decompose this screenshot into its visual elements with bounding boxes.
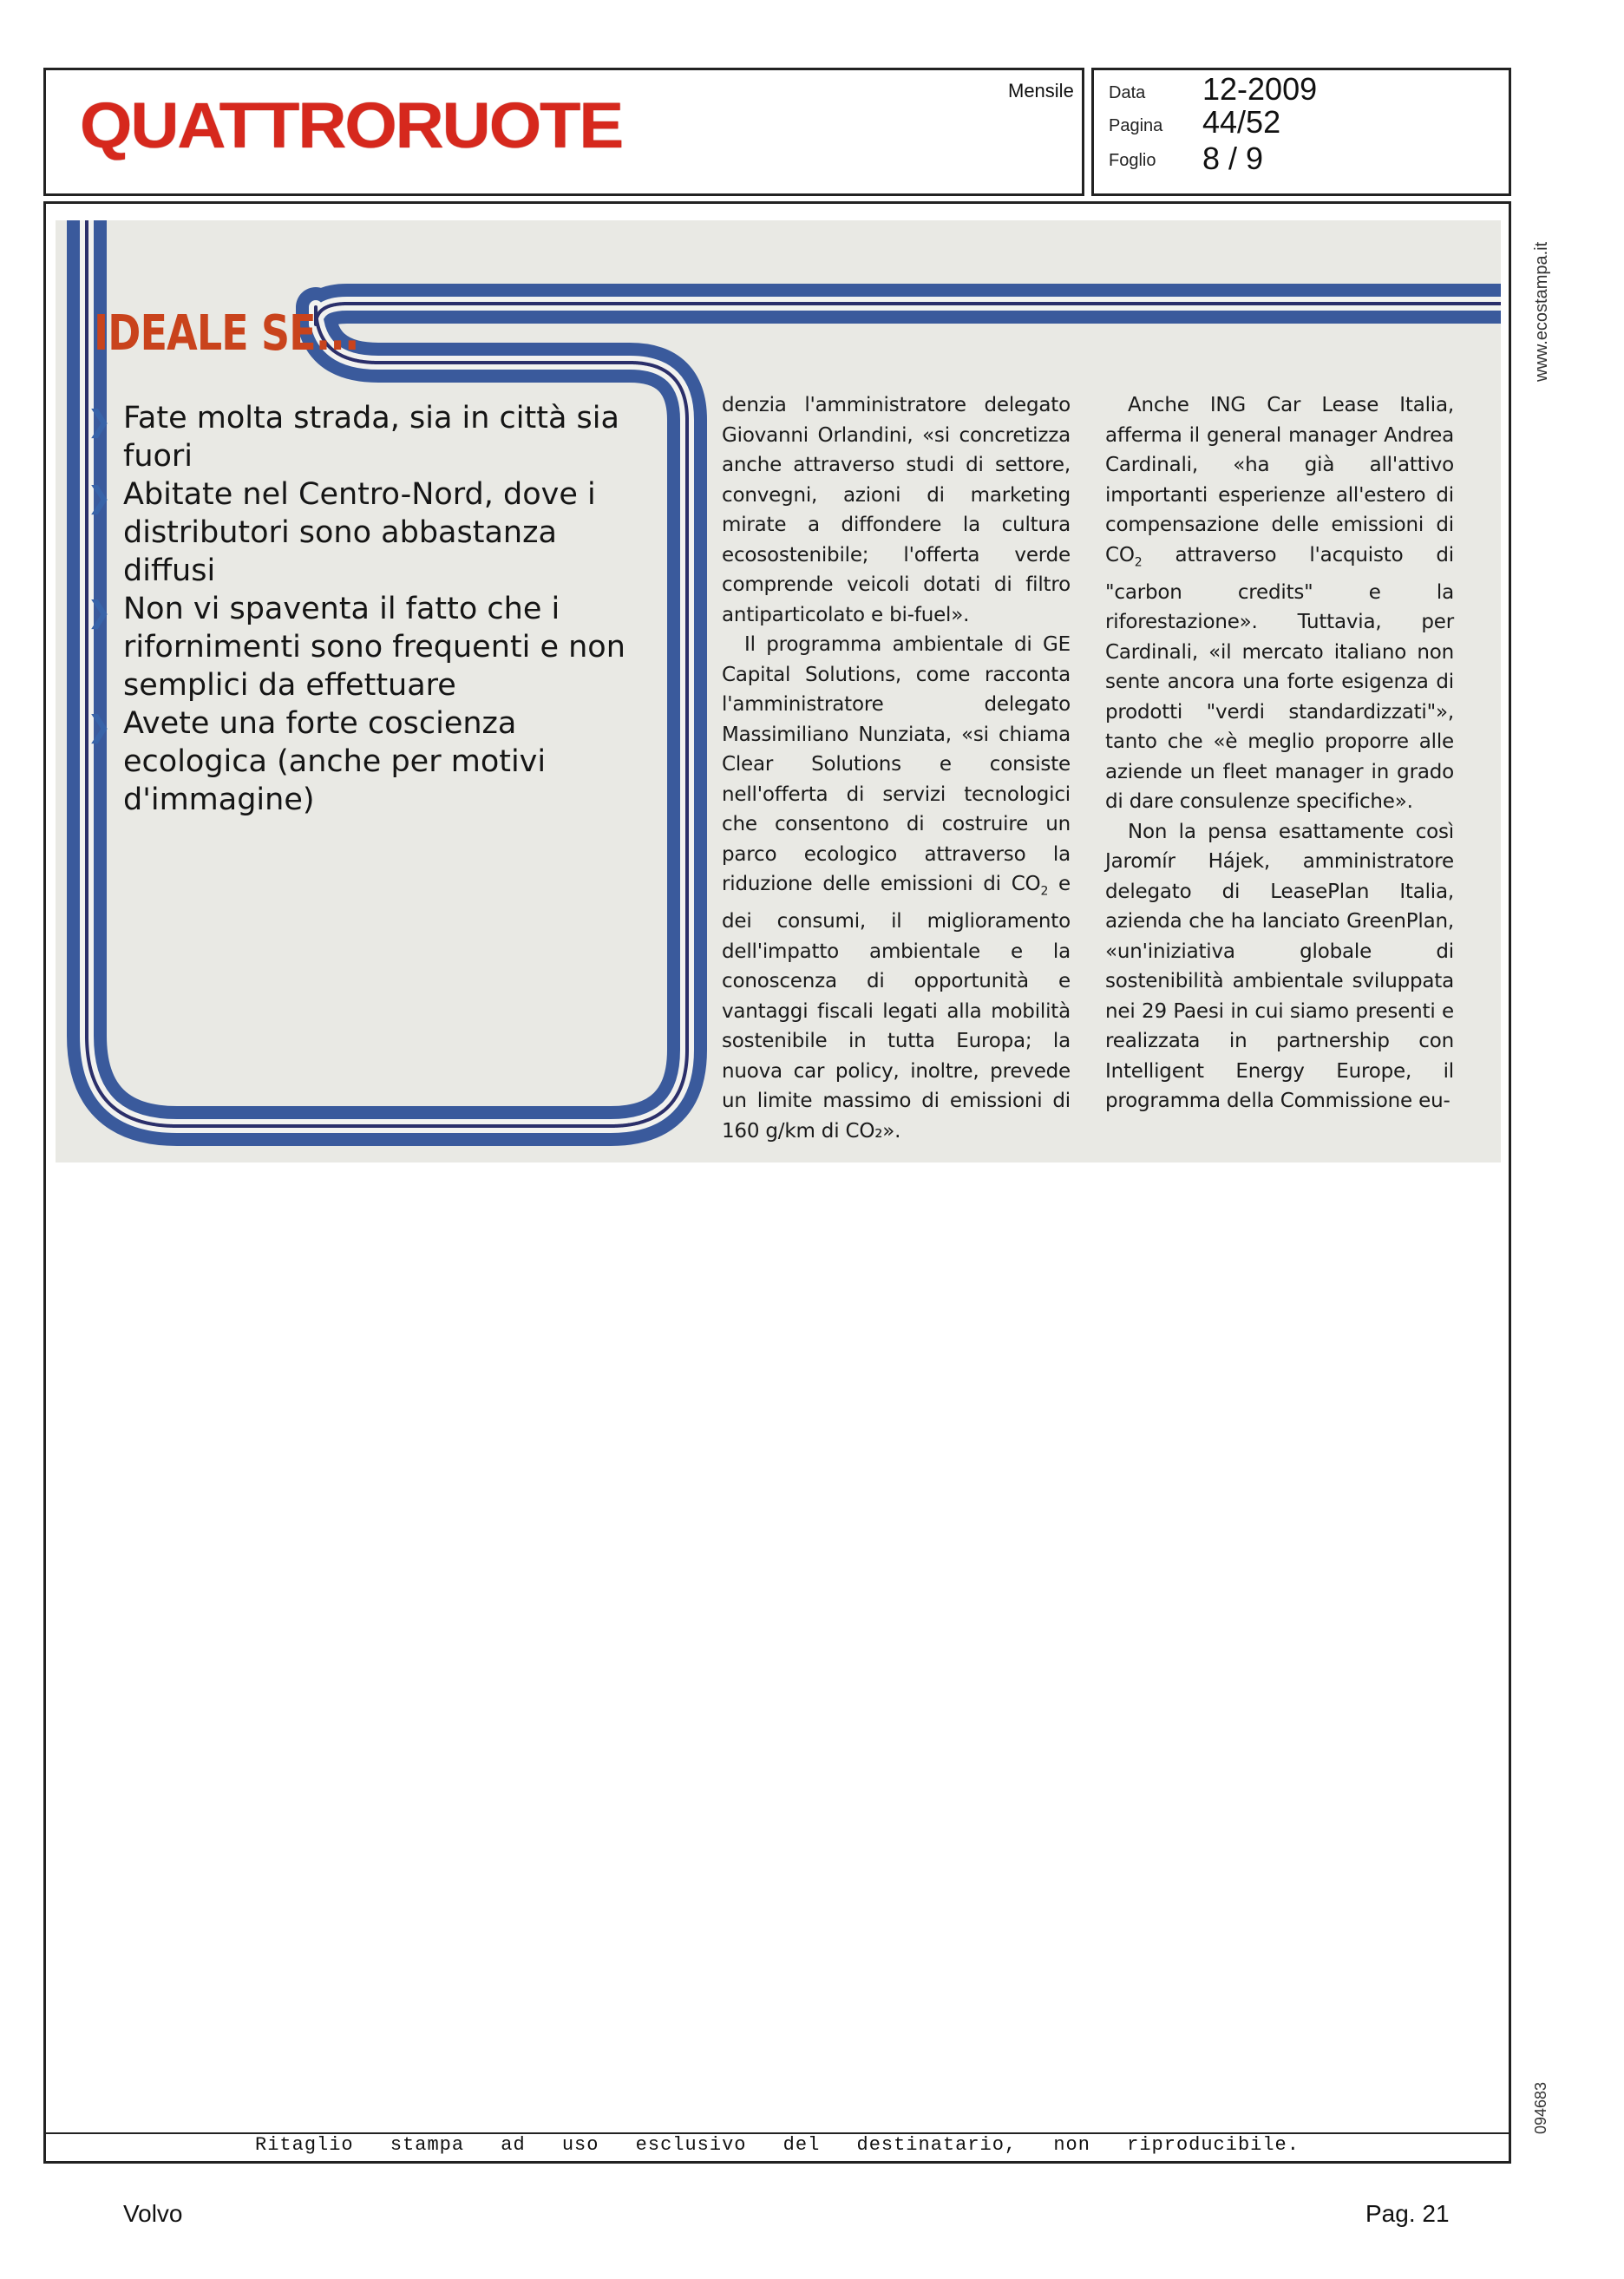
chevron-right-icon: ❯ [87, 481, 112, 515]
footer-note: Ritaglio stampa ad uso esclusivo del destinatario, non riproducibile. [255, 2134, 1300, 2156]
article-column-1 [722, 390, 1071, 1146]
chevron-right-icon: ❯ [87, 404, 112, 439]
list-item: ❯ Abitate nel Centro-Nord, dove i distributori sono abbastanza diffusi [87, 477, 596, 588]
footer-page-number: Pag. 21 [1365, 2200, 1450, 2227]
meta-value-page: 44/52 [1202, 104, 1281, 140]
meta-value-date: 12-2009 [1202, 71, 1318, 107]
meta-label-page: Pagina [1109, 116, 1163, 135]
article-column-2 [1105, 390, 1454, 1117]
box-list [87, 399, 642, 819]
article-paragraph: Il programma ambientale di GE Capital Solutions, come racconta l'amministratore delegato Massimiliano Nunziata, «si chiama Clear Solutions e consiste nell'offerta di servizi tecnologici che consentono di costruire un parco ecologico attraverso la riduzione delle emissioni di $CO_2$ e dei consumi, il miglioramento dell'impatto ambientale e la conoscenza di opportunità e vantaggi fiscali legati alla mobilità sostenibile in tutta Europa; la nuova car policy, inoltre, prevede un limite massimo di emissioni di 160 g/km di CO₂». [722, 633, 1071, 1143]
article-paragraph: denzia l'amministratore delegato Giovanni Orlandini, «si concretizza anche attraverso studi di settore, convegni, azioni di marketing mirate a diffondere la cultura ecosostenibile; l'offerta verde comprende veicoli dotati di filtro antiparticolato e bi-fuel». [722, 394, 1071, 626]
meta-value-sheet: 8 / 9 [1202, 141, 1264, 176]
list-item: ❯ Fate molta strada, sia in città sia fuori [87, 401, 619, 474]
side-url: www.ecostampa.it [1532, 241, 1551, 382]
publication-logo: QUATTRORUOTE [80, 89, 623, 161]
meta-label-date: Data [1109, 83, 1146, 102]
footer-client: Volvo [123, 2200, 183, 2227]
periodicity-label: Mensile [1008, 80, 1074, 102]
article-paragraph: Anche ING Car Lease Italia, afferma il general manager Andrea Cardinali, «ha già all'attivo importanti esperienze all'estero di compensazione delle emissioni di $CO_2$ attraverso l'acquisto di "carbon credits" e la riforestazione». Tuttavia, per Cardinali, «il mercato italiano non sente ancora una forte esigenza di prodotti "verdi standardizzati"», tanto che «è meglio proporre alle aziende un fleet manager in grado di dare consulenze specifiche». [1105, 394, 1454, 814]
box-title: IDEALE SE... [94, 305, 359, 362]
list-item: ❯ Non vi spaventa il fatto che i rifornimenti sono frequenti e non semplici da effettuare [87, 592, 625, 703]
chevron-right-icon: ❯ [87, 595, 112, 630]
list-item: ❯ Avete una forte coscienza ecologica (anche per motivi d'immagine) [87, 706, 547, 817]
meta-label-sheet: Foglio [1109, 151, 1156, 170]
article-paragraph: Non la pensa esattamente così Jaromír Hájek, amministratore delegato di LeasePlan Italia, azienda che ha lanciato GreenPlan, «un'iniziativa globale di sostenibilità ambientale sviluppata nei 29 Paesi in cui siamo presenti e realizzata in partnership con Intelligent Energy Europe, il programma della Commissione eu- [1105, 820, 1454, 1113]
chevron-right-icon: ❯ [87, 710, 112, 744]
side-code: 094683 [1532, 2081, 1549, 2134]
